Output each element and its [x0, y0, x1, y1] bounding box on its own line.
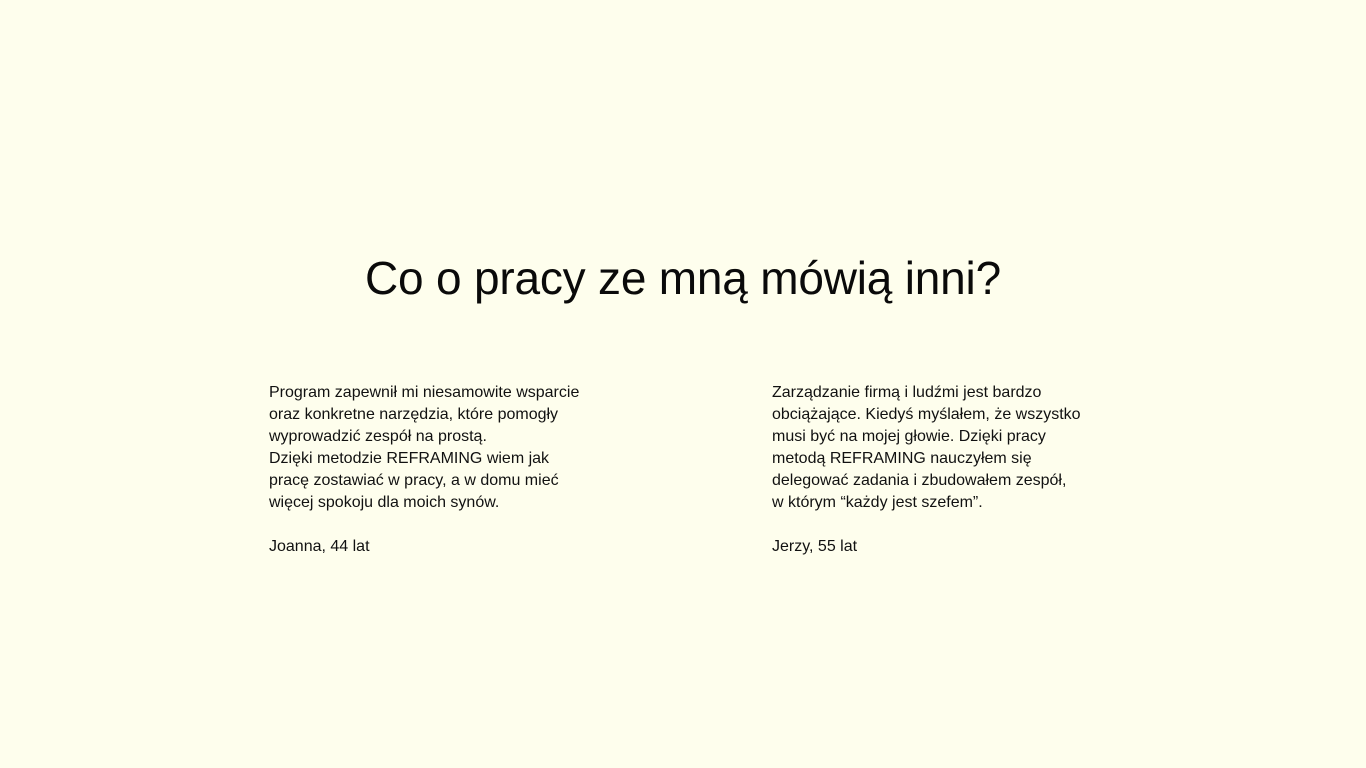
section-title: Co o pracy ze mną mówią inni?: [365, 252, 1001, 304]
testimonial-author: Jerzy, 55 lat: [772, 538, 858, 555]
testimonial-quote: Program zapewnił mi niesamowite wsparcie oraz konkretne narzędzia, które pomogły wyprowadzić zespół na prostą. Dzięki metodzie REFRAMING wiem jak pracę zostawiać w pracy, a w domu mieć więcej spokoju dla moich synów.: [269, 384, 580, 511]
testimonial-quote: Zarządzanie firmą i ludźmi jest bardzo obciążające. Kiedyś myślałem, że wszystko musi być na mojej głowie. Dzięki pracy metodą REFRAMING nauczyłem się delegować zadania i zbudowałem zespół, w którym “każdy jest szefem”.: [772, 384, 1081, 511]
testimonial-author: Joanna, 44 lat: [269, 538, 370, 555]
testimonial-card-joanna: [269, 382, 614, 558]
testimonial-card-jerzy: [772, 382, 1117, 558]
